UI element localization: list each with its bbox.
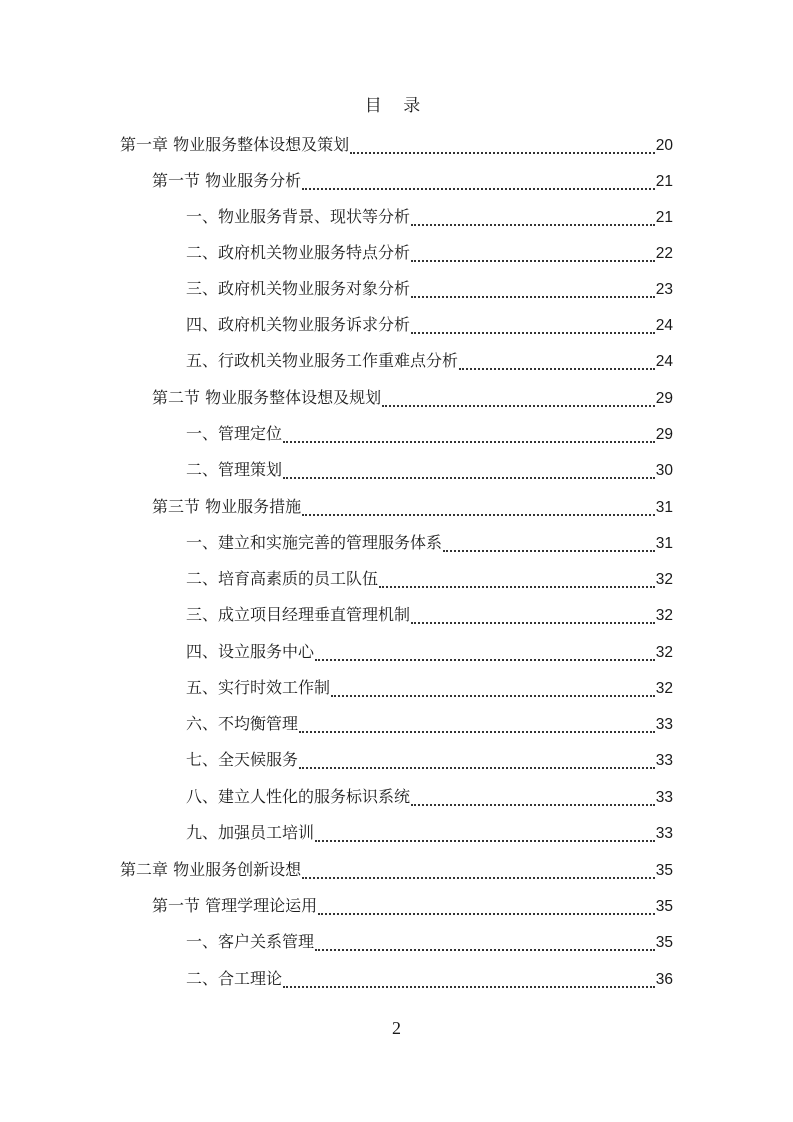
dot-leader [382, 401, 655, 407]
toc-entry-page: 24 [655, 317, 673, 334]
toc-entry-label: 第一节 管理学理论运用 [152, 896, 318, 915]
toc-entry-page: 30 [655, 462, 673, 479]
toc-entry-page: 33 [655, 716, 673, 733]
page-number: 2 [392, 1018, 401, 1038]
toc-entry-page: 21 [655, 173, 673, 190]
toc-title: 目 录 [364, 96, 429, 116]
dot-leader [411, 292, 655, 298]
toc-entry-item[interactable] [186, 676, 673, 700]
toc-entry-label: 第三节 物业服务措施 [152, 497, 302, 516]
toc-entry-section[interactable] [152, 894, 673, 918]
toc-entry-label: 四、设立服务中心 [186, 642, 315, 661]
toc-entry-item[interactable] [186, 458, 673, 482]
dot-leader [411, 800, 655, 806]
dot-leader [283, 982, 655, 988]
toc-entry-chapter[interactable] [120, 858, 673, 882]
toc-entry-label: 五、行政机关物业服务工作重难点分析 [186, 351, 459, 370]
toc-entry-label: 七、全天候服务 [186, 750, 299, 769]
toc-entry-item[interactable] [186, 277, 673, 301]
dot-leader [302, 873, 655, 879]
toc-entry-section[interactable] [152, 386, 673, 410]
toc-entry-item[interactable] [186, 712, 673, 736]
toc-entry-label: 第二章 物业服务创新设想 [120, 860, 302, 879]
toc-entry-page: 23 [655, 281, 673, 298]
toc-entry-label: 八、建立人性化的服务标识系统 [186, 787, 411, 806]
toc-entry-label: 第二节 物业服务整体设想及规划 [152, 388, 382, 407]
toc-entry-page: 22 [655, 245, 673, 262]
toc-entry-item[interactable] [186, 785, 673, 809]
toc-entry-page: 29 [655, 390, 673, 407]
toc-entry-label: 五、实行时效工作制 [186, 678, 331, 697]
toc-entry-page: 32 [655, 571, 673, 588]
dot-leader [315, 836, 655, 842]
toc-entry-label: 六、不均衡管理 [186, 714, 299, 733]
toc-entry-item[interactable] [186, 349, 673, 373]
toc-entry-label: 二、政府机关物业服务特点分析 [186, 243, 411, 262]
toc-entry-label: 四、政府机关物业服务诉求分析 [186, 315, 411, 334]
toc-entry-page: 32 [655, 644, 673, 661]
toc-entry-item[interactable] [186, 640, 673, 664]
dot-leader [283, 437, 655, 443]
toc-entry-page: 35 [655, 898, 673, 915]
toc-entry-section[interactable] [152, 495, 673, 519]
toc-entry-page: 33 [655, 752, 673, 769]
toc-entry-page: 35 [655, 862, 673, 879]
toc-entry-page: 29 [655, 426, 673, 443]
dot-leader [411, 220, 655, 226]
toc-entry-page: 32 [655, 680, 673, 697]
toc-entry-item[interactable] [186, 531, 673, 555]
dot-leader [411, 618, 655, 624]
dot-leader [299, 763, 655, 769]
dot-leader [331, 691, 655, 697]
toc-entry-label: 二、合工理论 [186, 969, 283, 988]
dot-leader [350, 148, 655, 154]
dot-leader [299, 727, 655, 733]
toc-entry-page: 33 [655, 789, 673, 806]
dot-leader [443, 546, 655, 552]
toc-entry-item[interactable] [186, 603, 673, 627]
toc-entry-page: 24 [655, 353, 673, 370]
toc-entry-item[interactable] [186, 567, 673, 591]
dot-leader [283, 473, 655, 479]
toc-entry-item[interactable] [186, 748, 673, 772]
toc-entry-item[interactable] [186, 422, 673, 446]
toc-entry-section[interactable] [152, 169, 673, 193]
toc-entry-label: 二、管理策划 [186, 460, 283, 479]
dot-leader [411, 256, 655, 262]
toc-entry-item[interactable] [186, 821, 673, 845]
toc-entry-label: 三、政府机关物业服务对象分析 [186, 279, 411, 298]
toc-entry-page: 31 [655, 535, 673, 552]
dot-leader [459, 364, 655, 370]
dot-leader [318, 909, 655, 915]
dot-leader [315, 945, 655, 951]
toc-entry-label: 第一节 物业服务分析 [152, 171, 302, 190]
dot-leader [411, 328, 655, 334]
dot-leader [315, 655, 655, 661]
toc-entry-item[interactable] [186, 205, 673, 229]
dot-leader [302, 184, 655, 190]
toc-entry-item[interactable] [186, 313, 673, 337]
toc-entry-chapter[interactable] [120, 133, 673, 157]
toc-entry-label: 一、物业服务背景、现状等分析 [186, 207, 411, 226]
toc-entry-label: 二、培育高素质的员工队伍 [186, 569, 379, 588]
toc-entry-label: 一、建立和实施完善的管理服务体系 [186, 533, 443, 552]
toc-entry-label: 三、成立项目经理垂直管理机制 [186, 605, 411, 624]
toc-entry-item[interactable] [186, 930, 673, 954]
toc-entry-page: 35 [655, 934, 673, 951]
toc-entry-label: 一、客户关系管理 [186, 932, 315, 951]
toc-entry-label: 九、加强员工培训 [186, 823, 315, 842]
toc-entry-page: 32 [655, 607, 673, 624]
dot-leader [379, 582, 655, 588]
toc-entry-label: 第一章 物业服务整体设想及策划 [120, 135, 350, 154]
dot-leader [302, 510, 655, 516]
toc-entry-page: 31 [655, 499, 673, 516]
toc-entry-item[interactable] [186, 967, 673, 991]
toc-entry-page: 36 [655, 971, 673, 988]
toc-entry-page: 33 [655, 825, 673, 842]
toc-entry-page: 21 [655, 209, 673, 226]
toc-entry-item[interactable] [186, 241, 673, 265]
toc-entry-label: 一、管理定位 [186, 424, 283, 443]
toc-entry-page: 20 [655, 137, 673, 154]
